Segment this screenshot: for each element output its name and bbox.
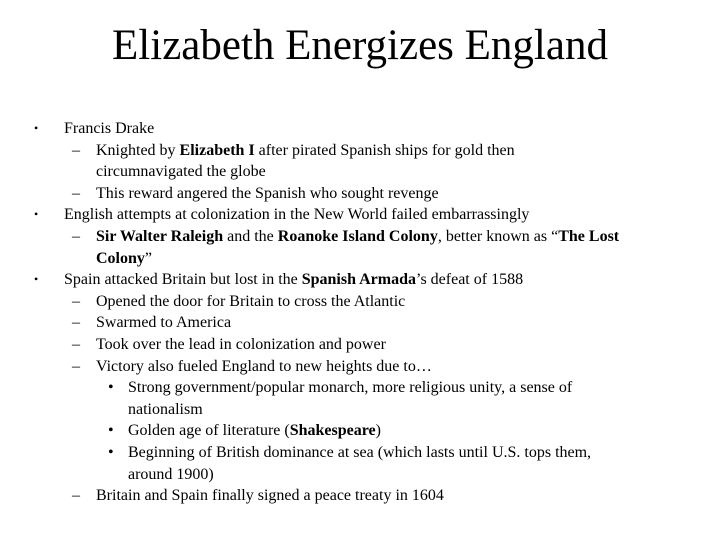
sub-bullet-text: , better known as “ <box>437 227 559 245</box>
bold-term-lost: The Lost <box>558 227 620 245</box>
sub-sub-bullet-text: ) <box>375 422 381 440</box>
sub-bullet-peace-treaty <box>0 485 720 507</box>
sub-bullet-continuation <box>0 248 720 270</box>
sub-sub-bullet-continuation <box>0 399 720 421</box>
bullet-francis-drake <box>0 118 720 140</box>
dash-marker: – <box>72 357 80 375</box>
dash-marker: – <box>72 335 80 353</box>
bullet-text: Spain attacked Britain but lost in the <box>64 271 302 289</box>
sub-sub-bullet-literature <box>0 420 720 442</box>
dash-marker: – <box>72 227 80 245</box>
dash-marker: – <box>72 184 80 202</box>
sub-bullet-text: Opened the door for Britain to cross the Atlantic <box>96 292 406 310</box>
bold-term-raleigh: Sir Walter Raleigh <box>96 227 224 245</box>
sub-bullet-lead <box>0 334 720 356</box>
sub-bullet-text: Victory also fueled England to new heights due to… <box>96 357 432 375</box>
sub-bullet-continuation <box>0 161 720 183</box>
sub-sub-bullet-text: Beginning of British dominance at sea (which lasts until U.S. tops them, <box>128 443 592 461</box>
bold-term-armada: Spanish Armada <box>301 271 416 289</box>
bullet-marker: • <box>108 443 114 461</box>
sub-bullet-text: ” <box>144 249 153 267</box>
sub-bullet-door <box>0 291 720 313</box>
sub-bullet-swarmed <box>0 312 720 334</box>
sub-bullet-text: and the <box>223 227 278 245</box>
sub-sub-bullet-text: Golden age of literature ( <box>128 422 290 440</box>
sub-bullet-text: Britain and Spain finally signed a peace treaty in 1604 <box>96 487 444 505</box>
sub-sub-bullet-government <box>0 377 720 399</box>
slide-title: Elizabeth Energizes England <box>112 22 608 69</box>
dash-marker: – <box>72 314 80 332</box>
sub-sub-bullet-text: around 1900) <box>128 465 214 483</box>
bullet-armada <box>0 269 720 291</box>
sub-bullet-text: Took over the lead in colonization and power <box>96 335 386 353</box>
bullet-text: ’s defeat of 1588 <box>416 271 524 289</box>
sub-sub-bullet-text: nationalism <box>128 400 203 418</box>
bullet-marker: • <box>108 422 114 440</box>
bullet-marker: • <box>108 379 114 397</box>
sub-bullet-text: This reward angered the Spanish who sought revenge <box>96 184 439 202</box>
bold-term-shakespeare: Shakespeare <box>289 422 376 440</box>
sub-sub-bullet-continuation <box>0 464 720 486</box>
bold-term-roanoke: Roanoke Island Colony <box>277 227 438 245</box>
sub-bullet-text: after pirated Spanish ships for gold then <box>254 141 515 159</box>
dash-marker: – <box>72 292 80 310</box>
bullet-marker: • <box>34 272 39 287</box>
dash-marker: – <box>72 487 80 505</box>
bullet-text: Francis Drake <box>64 120 155 137</box>
sub-bullet-victory <box>0 356 720 378</box>
sub-bullet-reward <box>0 183 720 205</box>
sub-sub-bullet-text: Strong government/popular monarch, more religious unity, a sense of <box>128 379 573 397</box>
sub-bullet-raleigh <box>0 226 720 248</box>
dash-marker: – <box>72 141 80 159</box>
sub-bullet-text: Knighted by <box>96 141 180 159</box>
slide-content <box>0 118 720 507</box>
bullet-colonization <box>0 204 720 226</box>
bullet-marker: • <box>34 121 39 135</box>
bullet-text: English attempts at colonization in the New World failed embarrassingly <box>64 206 530 224</box>
bold-term-elizabeth: Elizabeth I <box>179 141 255 159</box>
sub-bullet-knighted <box>0 140 720 162</box>
bold-term-colony: Colony <box>96 249 145 267</box>
sub-sub-bullet-dominance <box>0 442 720 464</box>
sub-bullet-text: circumnavigated the globe <box>96 163 266 181</box>
sub-bullet-text: Swarmed to America <box>96 314 232 332</box>
bullet-marker: • <box>34 207 39 222</box>
